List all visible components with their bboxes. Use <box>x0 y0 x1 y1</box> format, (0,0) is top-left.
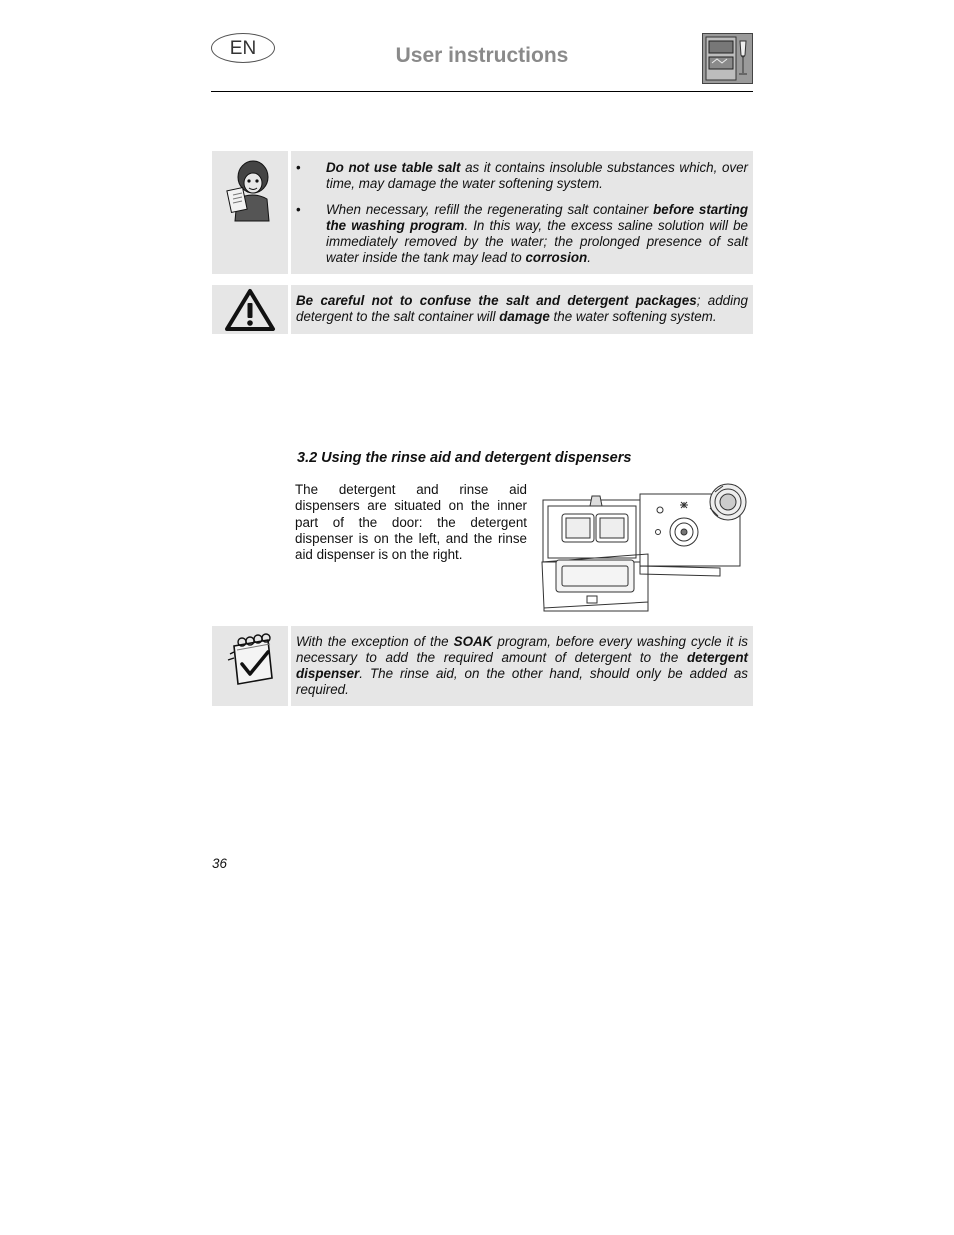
bullet-text: as it contains insoluble substances which, over time, may damage the water softening system. <box>326 160 749 191</box>
warning-bold-text: damage <box>499 309 550 324</box>
warning-body-text: the water softening system. <box>549 309 717 324</box>
bullet-text: When necessary, refill the regenerating salt container <box>326 202 654 217</box>
note-body-text: With the exception of the <box>296 634 454 649</box>
bullet-bold-text: before starting the washing program <box>326 202 749 233</box>
warning-triangle-icon <box>224 288 276 332</box>
note-icon-cell <box>212 626 288 706</box>
bullet-symbol: • <box>296 160 301 175</box>
note-bold-text: detergent dispenser <box>296 650 748 681</box>
warning-notice <box>212 285 753 334</box>
note-text <box>291 626 753 706</box>
salt-notice-text <box>291 151 753 274</box>
dispenser-note <box>212 626 753 706</box>
page-number: 36 <box>212 856 227 871</box>
note-body-text: program, before every washing cycle it is necessary to add the required amount of detergent to the <box>296 634 748 665</box>
bullet-text: . <box>587 250 591 265</box>
bullet-bold-text: Do not use table salt <box>326 160 461 175</box>
dispensers-illustration <box>540 480 753 612</box>
salt-notice <box>212 151 753 274</box>
note-bold-text: SOAK <box>453 634 493 649</box>
warning-text <box>291 285 753 334</box>
language-badge: EN <box>211 33 275 63</box>
warning-bold-text: Be careful not to confuse the salt and detergent packages <box>296 293 697 308</box>
section-paragraph: The detergent and rinse aid dispensers are situated on the inner part of the door: the detergent dispenser is on the left, and the rinse aid dispenser is on the right. <box>295 482 527 563</box>
section-heading: 3.2 Using the rinse aid and detergent dispensers <box>297 450 632 466</box>
dishwasher-icon <box>702 33 753 84</box>
bullet-item <box>294 160 748 192</box>
warning-icon-cell <box>212 285 288 334</box>
page-title: User instructions <box>395 44 569 67</box>
salt-notice-icon-cell <box>212 151 288 274</box>
bullet-item <box>294 202 748 266</box>
header-rule <box>211 91 753 92</box>
bullet-symbol: • <box>296 202 301 217</box>
note-body-text: . The rinse aid, on the other hand, should only be added as required. <box>296 666 748 697</box>
notepad-check-icon <box>224 632 276 686</box>
bullet-text: . In this way, the excess saline solution will be immediately removed by the water; the prolonged presence of salt water inside the tank may lead to <box>326 218 748 265</box>
warning-body-text: ; adding detergent to the salt container will <box>296 293 749 324</box>
person-reading-icon <box>225 159 275 223</box>
bullet-bold-text: corrosion <box>525 250 588 265</box>
